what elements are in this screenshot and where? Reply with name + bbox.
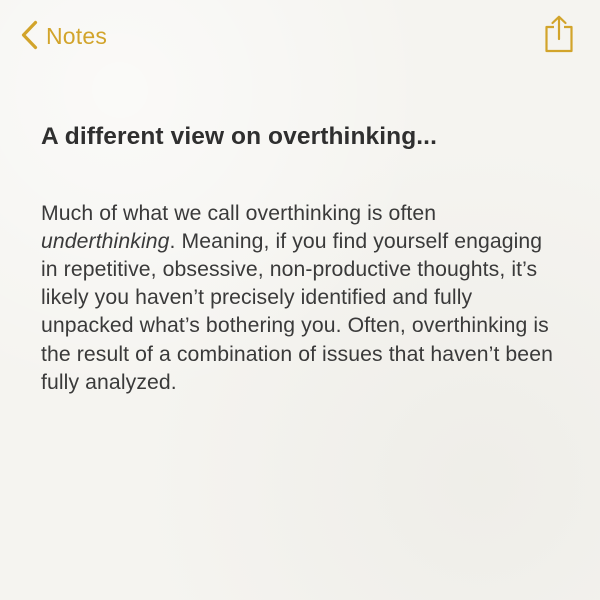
note-body bbox=[41, 200, 561, 397]
note-body-italic: underthinking bbox=[41, 229, 170, 253]
chevron-left-icon bbox=[20, 20, 38, 50]
navigation-bar bbox=[0, 0, 600, 70]
back-button-label: Notes bbox=[46, 22, 108, 49]
share-icon bbox=[542, 14, 576, 54]
note-content[interactable] bbox=[41, 122, 561, 418]
note-title: A different view on overthinking... bbox=[41, 123, 437, 150]
share-button[interactable] bbox=[542, 14, 576, 54]
back-button[interactable] bbox=[20, 18, 107, 52]
note-body-text: Much of what we call overthinking is often bbox=[41, 201, 437, 225]
note-body-text-continued: . Meaning, if you find yourself engaging in repetitive, obsessive, non-productive thoughts, it’s likely you haven’t precisely identified and fully unpacked what’s bothering you. Often, overthinking is the result of a combination of issues that haven’t been fully analyzed. bbox=[41, 229, 553, 394]
